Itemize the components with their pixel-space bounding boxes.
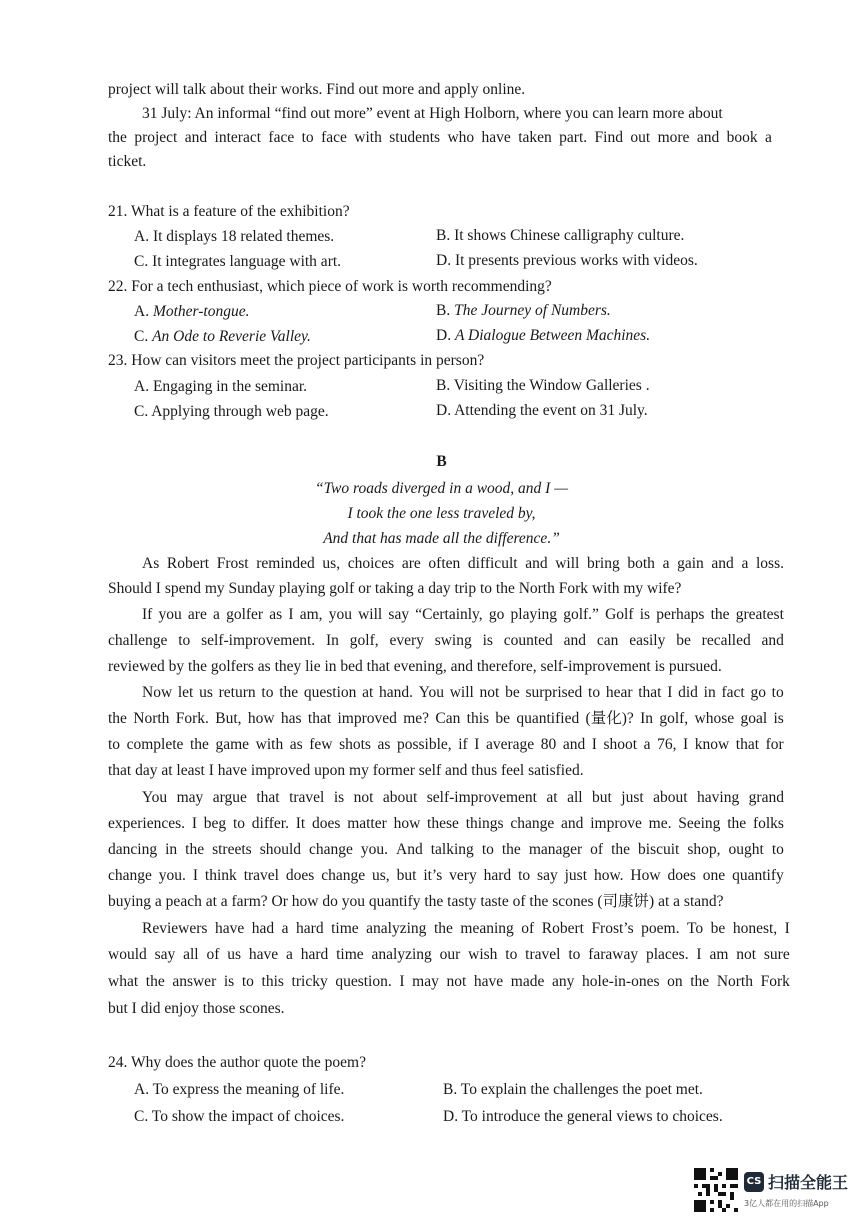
passage-p3-line-4: that day at least I have improved upon my former self and thus feel satisfied. <box>108 762 584 779</box>
passage-p5-line-3: what the answer is to this tricky question. I may not have made any hole-in-ones on the North Fork <box>108 973 790 990</box>
question-24-option-a: A. To express the meaning of life. <box>134 1081 345 1098</box>
question-23-option-d: D. Attending the event on 31 July. <box>436 402 648 419</box>
qr-code-icon <box>694 1168 738 1212</box>
question-21-option-a: A. It displays 18 related themes. <box>134 228 335 245</box>
scanner-watermark <box>694 1168 854 1216</box>
poem-line-1: “Two roads diverged in a wood, and I — <box>314 480 569 497</box>
scanner-app-name: 扫描全能王 <box>768 1173 849 1192</box>
question-24-option-b: B. To explain the challenges the poet met. <box>443 1081 703 1098</box>
question-23-option-b: B. Visiting the Window Galleries . <box>436 377 650 394</box>
question-21-stem: 21. What is a feature of the exhibition? <box>108 203 350 220</box>
section-b-heading: B <box>436 453 447 470</box>
camscanner-logo-icon: CS <box>744 1172 764 1192</box>
passage-p2-line-2: challenge to self-improvement. In golf, every swing is counted and can easily be recalled and <box>108 632 784 649</box>
scanner-app-tagline: 3亿人都在用的扫描App <box>744 1199 829 1208</box>
passage-p1-line-1: As Robert Frost reminded us, choices are often difficult and will bring both a gain and a loss. <box>142 555 784 572</box>
passage-p2-line-1: If you are a golfer as I am, you will say “Certainly, go playing golf.” Golf is perhaps the greatest <box>142 606 784 623</box>
question-23-option-a: A. Engaging in the seminar. <box>134 378 308 395</box>
question-22-option-a: A. Mother-tongue. <box>134 303 250 320</box>
poem-line-2: I took the one less traveled by, <box>347 505 536 522</box>
question-23-option-c: C. Applying through web page. <box>134 403 329 420</box>
question-23-stem: 23. How can visitors meet the project participants in person? <box>108 352 485 369</box>
top-line-4: ticket. <box>108 153 147 170</box>
passage-p3-line-3: to complete the game with as few shots as possible, if I average 80 and I shoot a 76, I know that for <box>108 736 784 753</box>
passage-p5-line-2: would say all of us have a hard time analyzing our wish to travel to faraway places. I am not sure <box>108 946 790 963</box>
passage-p4-line-2: experiences. I beg to differ. It does matter how these things change and improve me. Seeing the folks <box>108 815 784 832</box>
poem-line-3: And that has made all the difference.” <box>323 530 560 547</box>
question-22-option-c: C. An Ode to Reverie Valley. <box>134 328 311 345</box>
passage-p3-line-1: Now let us return to the question at hand. You will not be surprised to hear that I did in fact go to <box>142 684 784 701</box>
question-21-option-d: D. It presents previous works with videos. <box>436 252 698 269</box>
question-24-option-d: D. To introduce the general views to choices. <box>443 1108 723 1125</box>
question-21-option-b: B. It shows Chinese calligraphy culture. <box>436 227 685 244</box>
passage-p1-line-2: Should I spend my Sunday playing golf or taking a day trip to the North Fork with my wife? <box>108 580 682 597</box>
passage-p4-line-4: change you. I think travel does change us, but it’s very hard to say just how. How does one quantify <box>108 867 784 884</box>
passage-p2-line-3: reviewed by the golfers as they lie in bed that evening, and therefore, self-improvement is pursued. <box>108 658 722 675</box>
question-21-option-c: C. It integrates language with art. <box>134 253 342 270</box>
question-24-option-c: C. To show the impact of choices. <box>134 1108 345 1125</box>
passage-p5-line-1: Reviewers have had a hard time analyzing the meaning of Robert Frost’s poem. To be honest, I <box>142 920 790 937</box>
passage-p4-line-3: dancing in the streets should change you. And talking to the manager of the biscuit shop, ought to <box>108 841 784 858</box>
top-line-1: project will talk about their works. Find out more and apply online. <box>108 81 526 98</box>
top-line-2: 31 July: An informal “find out more” event at High Holborn, where you can learn more about <box>142 105 723 122</box>
passage-p4-line-5: buying a peach at a farm? Or how do you quantify the tasty taste of the scones (司康饼) at a stand? <box>108 893 724 910</box>
question-24-stem: 24. Why does the author quote the poem? <box>108 1054 366 1071</box>
passage-p4-line-1: You may argue that travel is not about self-improvement at all but just about having grand <box>142 789 784 806</box>
passage-p5-line-4: but I did enjoy those scones. <box>108 1000 285 1017</box>
question-22-option-d: D. A Dialogue Between Machines. <box>436 327 651 344</box>
question-22-option-b: B. The Journey of Numbers. <box>436 302 611 319</box>
top-line-3: the project and interact face to face with students who have taken part. Find out more and book a <box>108 129 772 146</box>
passage-p3-line-2: the North Fork. But, how has that improved me? Can this be quantified (量化)? In golf, whose goal is <box>108 710 784 727</box>
question-22-stem: 22. For a tech enthusiast, which piece of work is worth recommending? <box>108 278 552 295</box>
